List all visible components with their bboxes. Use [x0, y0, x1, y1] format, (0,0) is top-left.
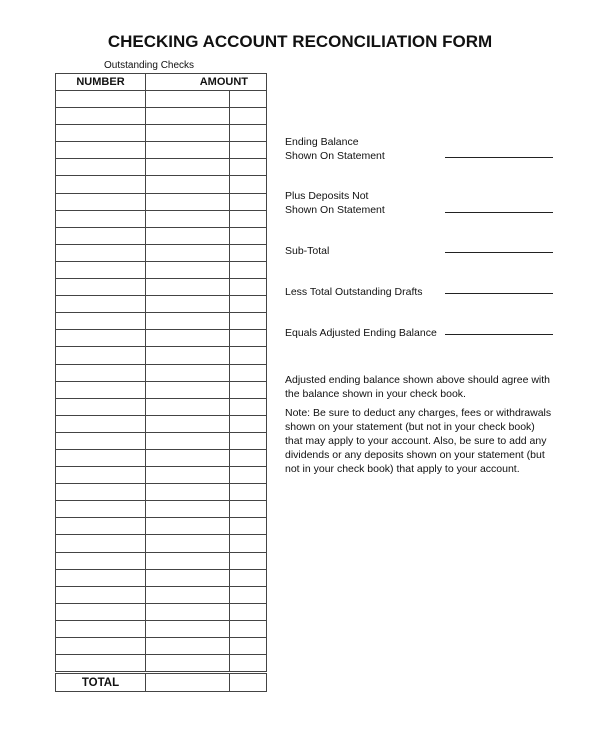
amount-cents-cell[interactable] — [230, 432, 267, 449]
table-row — [56, 449, 267, 466]
amount-dollars-cell[interactable] — [146, 638, 230, 655]
table-row — [56, 638, 267, 655]
table-row — [56, 535, 267, 552]
table-row — [56, 279, 267, 296]
check-number-cell[interactable] — [56, 398, 146, 415]
amount-dollars-cell[interactable] — [146, 569, 230, 586]
amount-dollars-cell[interactable] — [146, 227, 230, 244]
amount-dollars-cell[interactable] — [146, 296, 230, 313]
table-row — [56, 398, 267, 415]
total-dollars-cell[interactable] — [146, 673, 230, 692]
field-outstanding-drafts: Less Total Outstanding Drafts — [285, 286, 423, 298]
amount-dollars-cell[interactable] — [146, 449, 230, 466]
table-row — [56, 518, 267, 535]
check-number-cell[interactable] — [56, 91, 146, 108]
amount-cents-cell[interactable] — [230, 364, 267, 381]
agreement-note: Adjusted ending balance shown above should agree with the balance shown in your check book. — [285, 374, 551, 400]
amount-dollars-cell[interactable] — [146, 330, 230, 347]
check-number-cell[interactable] — [56, 467, 146, 484]
amount-cents-cell[interactable] — [230, 279, 267, 296]
amount-dollars-cell[interactable] — [146, 261, 230, 278]
table-row — [56, 586, 267, 603]
check-number-cell[interactable] — [56, 142, 146, 159]
field-label: Shown On Statement — [285, 204, 385, 216]
check-number-cell[interactable] — [56, 655, 146, 673]
table-row — [56, 432, 267, 449]
table-row — [56, 210, 267, 227]
table-row — [56, 313, 267, 330]
amount-cents-cell[interactable] — [230, 638, 267, 655]
check-number-cell[interactable] — [56, 296, 146, 313]
amount-cents-cell[interactable] — [230, 330, 267, 347]
field-label: Shown On Statement — [285, 150, 385, 162]
amount-dollars-cell[interactable] — [146, 108, 230, 125]
amount-dollars-cell[interactable] — [146, 244, 230, 261]
amount-dollars-cell[interactable] — [146, 484, 230, 501]
amount-cents-cell[interactable] — [230, 108, 267, 125]
field-label: Ending Balance — [285, 136, 359, 148]
check-number-cell[interactable] — [56, 484, 146, 501]
amount-cents-cell[interactable] — [230, 261, 267, 278]
amount-cents-cell[interactable] — [230, 176, 267, 193]
check-number-cell[interactable] — [56, 279, 146, 296]
amount-cents-cell[interactable] — [230, 398, 267, 415]
amount-cents-cell[interactable] — [230, 518, 267, 535]
field-adjusted-balance: Equals Adjusted Ending Balance — [285, 327, 437, 339]
amount-cents-cell[interactable] — [230, 415, 267, 432]
amount-cents-cell[interactable] — [230, 227, 267, 244]
subtotal-line[interactable] — [445, 252, 553, 253]
amount-cents-cell[interactable] — [230, 535, 267, 552]
amount-cents-cell[interactable] — [230, 569, 267, 586]
table-row — [56, 296, 267, 313]
amount-cents-cell[interactable] — [230, 484, 267, 501]
check-number-cell[interactable] — [56, 125, 146, 142]
table-row — [56, 261, 267, 278]
table-row — [56, 347, 267, 364]
amount-cents-cell[interactable] — [230, 91, 267, 108]
amount-cents-cell[interactable] — [230, 603, 267, 620]
check-number-cell[interactable] — [56, 415, 146, 432]
table-row — [56, 91, 267, 108]
table-row — [56, 227, 267, 244]
check-number-cell[interactable] — [56, 586, 146, 603]
check-number-cell[interactable] — [56, 620, 146, 637]
amount-cents-cell[interactable] — [230, 347, 267, 364]
check-number-cell[interactable] — [56, 244, 146, 261]
table-row — [56, 484, 267, 501]
amount-dollars-cell[interactable] — [146, 313, 230, 330]
amount-dollars-cell[interactable] — [146, 552, 230, 569]
amount-cents-cell[interactable] — [230, 655, 267, 673]
amount-header: AMOUNT — [146, 74, 267, 91]
table-row — [56, 603, 267, 620]
check-number-cell[interactable] — [56, 313, 146, 330]
table-row — [56, 415, 267, 432]
field-deposits — [285, 189, 385, 217]
adjusted-balance-line[interactable] — [445, 334, 553, 335]
check-number-cell[interactable] — [56, 552, 146, 569]
amount-dollars-cell[interactable] — [146, 501, 230, 518]
amount-dollars-cell[interactable] — [146, 381, 230, 398]
amount-dollars-cell[interactable] — [146, 518, 230, 535]
check-number-cell[interactable] — [56, 432, 146, 449]
amount-dollars-cell[interactable] — [146, 210, 230, 227]
table-row — [56, 108, 267, 125]
field-subtotal: Sub-Total — [285, 245, 330, 257]
amount-cents-cell[interactable] — [230, 501, 267, 518]
check-number-cell[interactable] — [56, 193, 146, 210]
check-number-cell[interactable] — [56, 569, 146, 586]
table-row — [56, 467, 267, 484]
amount-dollars-cell[interactable] — [146, 432, 230, 449]
check-number-cell[interactable] — [56, 535, 146, 552]
table-row — [56, 159, 267, 176]
table-row — [56, 176, 267, 193]
check-number-cell[interactable] — [56, 261, 146, 278]
amount-cents-cell[interactable] — [230, 142, 267, 159]
amount-cents-cell[interactable] — [230, 296, 267, 313]
amount-dollars-cell[interactable] — [146, 142, 230, 159]
table-caption: Outstanding Checks — [104, 60, 195, 71]
check-number-cell[interactable] — [56, 501, 146, 518]
ending-balance-line[interactable] — [445, 157, 553, 158]
total-row — [56, 673, 267, 692]
amount-dollars-cell[interactable] — [146, 415, 230, 432]
outstanding-drafts-line[interactable] — [445, 293, 553, 294]
check-number-cell[interactable] — [56, 381, 146, 398]
table-row — [56, 364, 267, 381]
check-number-cell[interactable] — [56, 638, 146, 655]
amount-cents-cell[interactable] — [230, 244, 267, 261]
table-row — [56, 655, 267, 673]
check-number-cell[interactable] — [56, 159, 146, 176]
amount-cents-cell[interactable] — [230, 381, 267, 398]
check-number-cell[interactable] — [56, 108, 146, 125]
table-row — [56, 244, 267, 261]
amount-dollars-cell[interactable] — [146, 620, 230, 637]
outstanding-checks-table — [55, 73, 267, 692]
table-row — [56, 620, 267, 637]
amount-dollars-cell[interactable] — [146, 467, 230, 484]
total-label: TOTAL — [56, 673, 146, 692]
total-cents-cell[interactable] — [230, 673, 267, 692]
amount-dollars-cell[interactable] — [146, 159, 230, 176]
number-header: NUMBER — [56, 74, 146, 91]
table-row — [56, 193, 267, 210]
table-row — [56, 569, 267, 586]
amount-dollars-cell[interactable] — [146, 176, 230, 193]
amount-dollars-cell[interactable] — [146, 193, 230, 210]
table-row — [56, 381, 267, 398]
field-ending-balance — [285, 135, 385, 163]
table-row — [56, 125, 267, 142]
amount-dollars-cell[interactable] — [146, 398, 230, 415]
check-number-cell[interactable] — [56, 364, 146, 381]
amount-cents-cell[interactable] — [230, 586, 267, 603]
amount-cents-cell[interactable] — [230, 159, 267, 176]
amount-dollars-cell[interactable] — [146, 603, 230, 620]
amount-cents-cell[interactable] — [230, 467, 267, 484]
amount-dollars-cell[interactable] — [146, 586, 230, 603]
amount-dollars-cell[interactable] — [146, 125, 230, 142]
amount-dollars-cell[interactable] — [146, 655, 230, 673]
check-number-cell[interactable] — [56, 449, 146, 466]
form-title: CHECKING ACCOUNT RECONCILIATION FORM — [107, 32, 493, 51]
amount-dollars-cell[interactable] — [146, 364, 230, 381]
deposits-line[interactable] — [445, 212, 553, 213]
amount-dollars-cell[interactable] — [146, 347, 230, 364]
field-label: Plus Deposits Not — [285, 190, 369, 202]
check-number-cell[interactable] — [56, 210, 146, 227]
amount-cents-cell[interactable] — [230, 210, 267, 227]
amount-cents-cell[interactable] — [230, 193, 267, 210]
amount-cents-cell[interactable] — [230, 620, 267, 637]
check-number-cell[interactable] — [56, 347, 146, 364]
table-row — [56, 142, 267, 159]
amount-cents-cell[interactable] — [230, 449, 267, 466]
check-number-cell[interactable] — [56, 603, 146, 620]
amount-cents-cell[interactable] — [230, 125, 267, 142]
table-row — [56, 552, 267, 569]
amount-cents-cell[interactable] — [230, 313, 267, 330]
deduction-note: Note: Be sure to deduct any charges, fees or withdrawals shown on your statement (but not in your check book) that may apply to your account. Also, be sure to add any dividends or any deposits shown on your statement (but not in your check book) that apply to your account. — [285, 407, 552, 475]
table-row — [56, 501, 267, 518]
check-number-cell[interactable] — [56, 518, 146, 535]
amount-dollars-cell[interactable] — [146, 279, 230, 296]
amount-dollars-cell[interactable] — [146, 91, 230, 108]
check-number-cell[interactable] — [56, 176, 146, 193]
check-number-cell[interactable] — [56, 330, 146, 347]
amount-cents-cell[interactable] — [230, 552, 267, 569]
table-row — [56, 330, 267, 347]
amount-dollars-cell[interactable] — [146, 535, 230, 552]
check-number-cell[interactable] — [56, 227, 146, 244]
